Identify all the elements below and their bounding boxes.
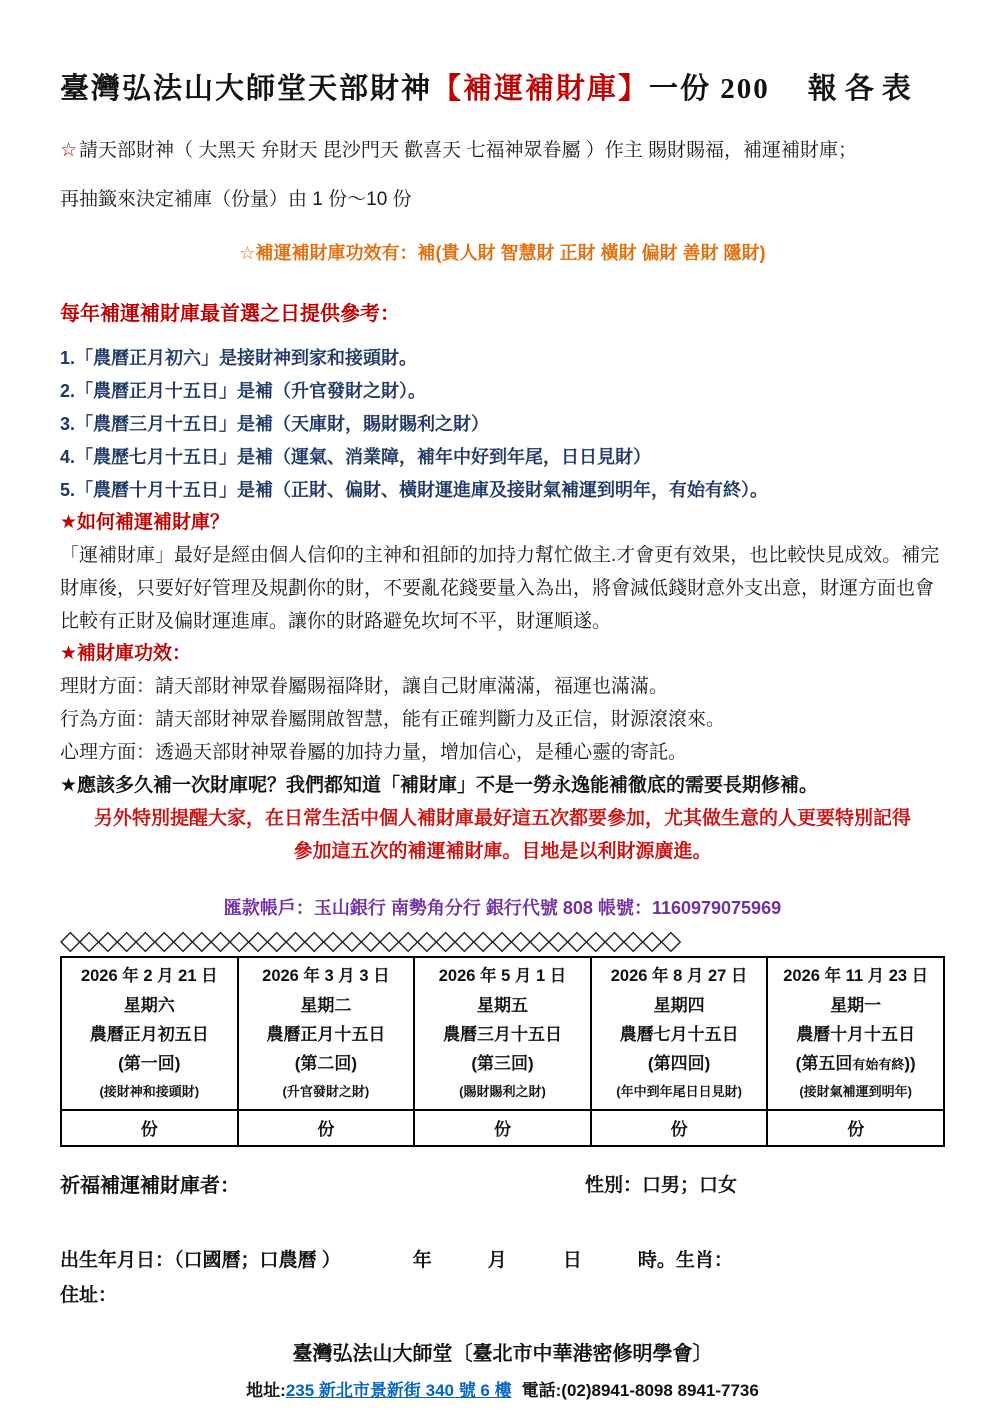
cell-weekday: 星期四 xyxy=(653,996,705,1015)
round-prefix: (第四回) xyxy=(647,1054,711,1073)
cell-lunar-date: 農曆三月十五日 xyxy=(442,1025,562,1044)
table-row-units xyxy=(61,1110,944,1146)
applicant-name-label: 祈福補運補財庫者： xyxy=(60,1175,240,1197)
cell-weekday: 星期五 xyxy=(476,996,528,1015)
table-row-dates xyxy=(61,957,944,1110)
intro-paragraph-1 xyxy=(60,137,945,164)
schedule-cell xyxy=(61,957,238,1110)
round-prefix: (第二回) xyxy=(294,1054,358,1073)
cell-round xyxy=(770,1049,941,1079)
round-prefix: (第三回) xyxy=(471,1054,534,1073)
reminder-line-2: 參加這五次的補運補財庫。目地是以利財源廣進。 xyxy=(293,841,712,862)
treasury-effects-heading: ★補財庫功效： xyxy=(60,643,192,664)
unit-input-cell[interactable]: 份 xyxy=(238,1110,415,1146)
reminder-line-1: 另外特別提醒大家，在日常生活中個人補財庫最好這五次都要參加，尤其做生意的人更要特別記得 xyxy=(93,808,911,829)
schedule-cell xyxy=(238,957,415,1110)
intro-paragraph-2: 再抽籤來決定補庫（份量）由 1 份～10 份 xyxy=(60,189,412,210)
address-link[interactable]: 235 新北市景新街 340 號 6 樓 xyxy=(285,1381,512,1400)
cell-note: (賜財賜利之財) xyxy=(459,1084,546,1099)
cell-date: 2026 年 8 月 27 日 xyxy=(610,967,748,985)
reference-days-list xyxy=(60,342,945,507)
list-item: 5.「農曆十月十五日」是補（正財、偏財、橫財運進庫及接財氣補運到明年，有始有終）。 xyxy=(60,480,769,500)
cell-round xyxy=(241,1049,412,1079)
round-prefix: (第五回 xyxy=(795,1054,853,1073)
birthdate-row xyxy=(60,1245,945,1272)
cell-date: 2026 年 5 月 1 日 xyxy=(438,967,567,985)
frequency-line: ★應該多久補一次財庫呢？我們都知道「補財庫」不是一勞永逸能補徹底的需要長期修補。 xyxy=(60,775,819,796)
footer xyxy=(60,1337,945,1401)
effect-line: 理財方面：請天部財神眾眷屬賜福降財，讓自己財庫滿滿，福運也滿滿。 xyxy=(60,676,669,697)
month-label: 月 xyxy=(487,1250,507,1271)
cell-note: (升官發財之財) xyxy=(282,1084,370,1099)
cell-note: (接財神和接頭財) xyxy=(99,1084,200,1099)
reference-days-heading: 每年補運補財庫最首選之日提供參考： xyxy=(60,303,400,325)
cell-date: 2026 年 3 月 3 日 xyxy=(262,967,390,985)
cell-lunar-date: 農曆正月初五日 xyxy=(89,1025,209,1044)
unit-input-cell[interactable]: 份 xyxy=(767,1110,944,1146)
birthdate-label: 出生年月日：（口國曆；口農曆 ） xyxy=(60,1250,341,1271)
list-item: 4.「農歷七月十五日」是補（運氣、消業障，補年中好到年尾，日日見財） xyxy=(60,447,652,467)
schedule-cell xyxy=(414,957,591,1110)
star-icon: ☆ xyxy=(60,140,78,161)
contact-line xyxy=(60,1376,945,1401)
list-item: 2.「農曆正月十五日」是補（升官發財之財）。 xyxy=(60,381,427,401)
cell-round xyxy=(594,1049,765,1079)
schedule-table xyxy=(60,956,945,1147)
address-label: 住址： xyxy=(60,1285,118,1306)
page-title xyxy=(60,66,945,107)
bank-account-line: 匯款帳戶：玉山銀行 南勢角分行 銀行代號 808 帳號：1160979075969 xyxy=(223,898,782,918)
round-suffix: )) xyxy=(904,1054,916,1073)
gender-checkbox-label: 性別：口男；口女 xyxy=(585,1175,738,1196)
effect-line: 心理方面：透過天部財神眾眷屬的加持力量，增加信心，是種心靈的寄託。 xyxy=(60,742,688,763)
round-prefix: (第一回) xyxy=(118,1054,181,1073)
phone-number: 電話:(02)8941-8098 8941-7736 xyxy=(521,1381,759,1400)
title-highlight: 【補運補財庫】 xyxy=(432,73,650,105)
how-to-heading: ★如何補運補財庫？ xyxy=(60,512,230,533)
cell-round xyxy=(64,1049,235,1079)
organization-name: 臺灣弘法山大師堂〔臺北市中華港密修明學會〕 xyxy=(292,1343,713,1365)
day-label: 日 xyxy=(562,1250,582,1271)
intro-line-1: 請天部財神（ 大黑天 弁財天 毘沙門天 歡喜天 七福神眾眷屬 ）作主 賜財賜福，補運補財庫； xyxy=(79,140,858,161)
title-prefix: 臺灣弘法山大師堂天部財神 xyxy=(60,73,433,105)
effect-line: 行為方面：請天部財神眾眷屬開啟智慧，能有正確判斷力及正信，財源滾滾來。 xyxy=(60,709,726,730)
hour-zodiac-label: 時。生肖： xyxy=(637,1250,733,1271)
applicant-row xyxy=(60,1169,945,1199)
cell-note: (年中到年尾日日見財) xyxy=(616,1084,742,1099)
cell-round xyxy=(417,1049,588,1079)
cell-weekday: 星期二 xyxy=(300,996,352,1015)
effects-summary-line: ☆補運補財庫功效有：補(貴人財 智慧財 正財 橫財 偏財 善財 隱財) xyxy=(239,243,766,263)
schedule-cell xyxy=(767,957,944,1110)
cell-lunar-date: 農曆正月十五日 xyxy=(266,1025,386,1044)
cell-weekday: 星期六 xyxy=(123,996,175,1015)
treasury-effects-list xyxy=(60,670,945,769)
round-small: 有始有終 xyxy=(852,1057,905,1072)
address-prefix-label: 地址: xyxy=(246,1381,286,1400)
unit-input-cell[interactable]: 份 xyxy=(61,1110,238,1146)
cell-lunar-date: 農曆七月十五日 xyxy=(619,1025,739,1044)
cell-note: (接財氣補運到明年) xyxy=(799,1084,913,1099)
cell-lunar-date: 農曆十月十五日 xyxy=(796,1025,916,1044)
cell-date: 2026 年 11 月 23 日 xyxy=(783,967,929,985)
title-price: 一份 200 xyxy=(649,73,770,105)
title-tail: 報各表 xyxy=(807,73,919,105)
list-item: 3.「農曆三月十五日」是補（天庫財，賜財賜利之財） xyxy=(60,414,490,434)
cell-date: 2026 年 2 月 21 日 xyxy=(80,967,218,985)
unit-input-cell[interactable]: 份 xyxy=(414,1110,591,1146)
list-item: 1.「農曆正月初六」是接財神到家和接頭財。 xyxy=(60,348,418,368)
how-to-text: 「運補財庫」最好是經由個人信仰的主神和祖師的加持力幫忙做主.才會更有效果，也比較快見成效。補完財庫後，只要好好管理及規劃你的財，不要亂花錢要量入為出，將會減低錢財意外支出意，財運方面也會比較有正財及偏財運進庫。讓你的財路避免坎坷不平，財運順遂。 xyxy=(60,545,940,632)
diamond-divider: ◇◇◇◇◇◇◇◇◇◇◇◇◇◇◇◇◇◇◇◇◇◇◇◇◇◇◇◇◇◇◇◇◇ xyxy=(60,926,680,954)
year-label: 年 xyxy=(412,1250,432,1271)
schedule-cell xyxy=(591,957,768,1110)
cell-weekday: 星期一 xyxy=(830,996,882,1015)
unit-input-cell[interactable]: 份 xyxy=(591,1110,768,1146)
